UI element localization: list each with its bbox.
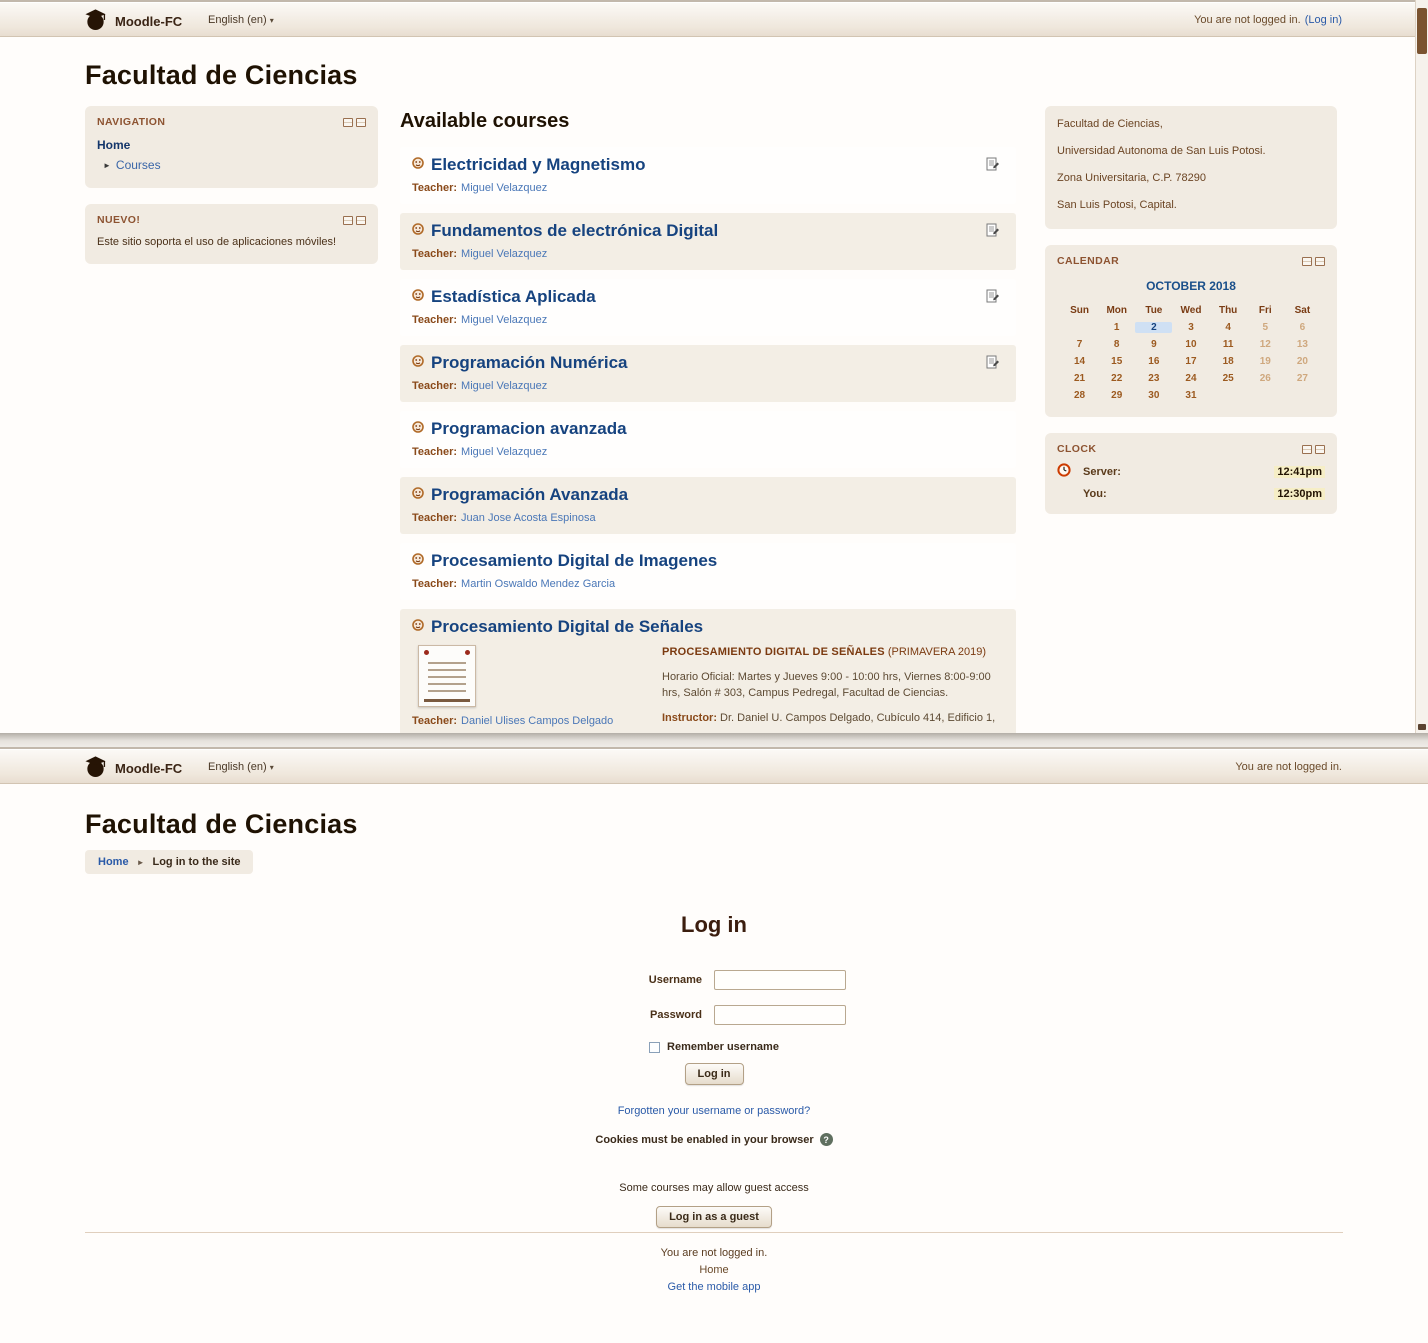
- collapse-block-icon[interactable]: [356, 118, 366, 127]
- guest-access-icon: [412, 288, 424, 306]
- move-block-icon[interactable]: [1302, 257, 1312, 266]
- calendar-day-cell: 11: [1222, 339, 1234, 350]
- course-summary-icon[interactable]: [986, 157, 1000, 176]
- course-link[interactable]: Programación Avanzada: [431, 485, 629, 504]
- footer-home-link[interactable]: Home: [699, 1264, 729, 1277]
- teacher-label: Teacher:: [412, 380, 458, 392]
- moodle-logo-icon: [84, 6, 107, 36]
- calendar-day-cell: 17: [1185, 356, 1197, 367]
- teacher-label: Teacher:: [412, 314, 458, 326]
- footer-divider: [85, 1232, 1343, 1233]
- course-row: [400, 477, 1016, 534]
- teacher-label: Teacher:: [412, 715, 458, 727]
- calendar-day-header: Sat: [1294, 305, 1311, 316]
- block-title: NUEVO!: [97, 214, 141, 226]
- login-link[interactable]: (Log in): [1304, 14, 1342, 26]
- login-form-area: [0, 912, 1428, 1228]
- calendar-day-header: Sun: [1070, 305, 1090, 316]
- course-row: [400, 543, 1016, 600]
- move-block-icon[interactable]: [1302, 445, 1312, 454]
- site-brand[interactable]: Moodle-FC: [115, 760, 183, 776]
- teacher-label: Teacher:: [412, 578, 458, 590]
- page-title: Facultad de Ciencias: [85, 809, 358, 839]
- language-dropdown[interactable]: English (en) ▾: [208, 14, 274, 26]
- calendar-day-cell: 25: [1222, 373, 1234, 384]
- breadcrumb-current: Log in to the site: [152, 856, 241, 868]
- calendar-day-cell: 8: [1113, 339, 1120, 350]
- chevron-down-icon: ▾: [269, 763, 274, 772]
- calendar-day-cell: 24: [1185, 373, 1197, 384]
- username-field[interactable]: [714, 970, 846, 990]
- guest-login-button[interactable]: Log in as a guest: [656, 1206, 772, 1228]
- teacher-label: Teacher:: [412, 248, 458, 260]
- instructor-text: Dr. Daniel U. Campos Delgado, Cubículo 414, Edificio 1,: [717, 711, 996, 724]
- calendar-day-cell: [1061, 322, 1098, 333]
- calendar-day-cell: 12: [1259, 339, 1271, 350]
- login-status-text: You are not logged in.: [1194, 14, 1301, 26]
- calendar-day-cell: 22: [1111, 373, 1123, 384]
- guest-access-icon: [412, 486, 424, 504]
- calendar-day-cell: 10: [1185, 339, 1197, 350]
- course-link[interactable]: Electricidad y Magnetismo: [431, 155, 646, 174]
- block-title: CLOCK: [1057, 443, 1097, 455]
- top-navbar: [0, 0, 1428, 37]
- moodle-logo-icon: [84, 753, 107, 783]
- course-list: [400, 147, 1016, 733]
- calendar-day-header: Mon: [1106, 305, 1127, 316]
- password-field[interactable]: [714, 1005, 846, 1025]
- calendar-block: [1045, 245, 1337, 417]
- address-line: Zona Universitaria, C.P. 78290: [1057, 172, 1206, 184]
- move-block-icon[interactable]: [343, 118, 353, 127]
- forgot-password-link[interactable]: Forgotten your username or password?: [617, 1105, 811, 1117]
- screenshot-separator: [0, 733, 1428, 747]
- scrollbar-down-arrow[interactable]: [1418, 724, 1426, 730]
- server-time-value: 12:41pm: [1274, 466, 1325, 478]
- footer-login-status: You are not logged in.: [660, 1247, 768, 1259]
- course-summary-icon[interactable]: [986, 223, 1000, 242]
- collapse-block-icon[interactable]: [356, 216, 366, 225]
- breadcrumb-home-link[interactable]: Home: [98, 856, 129, 868]
- clock-icon: [1057, 463, 1083, 480]
- top-navbar: [0, 747, 1428, 784]
- teacher-link[interactable]: Miguel Velazquez: [461, 446, 548, 458]
- calendar-day-cell: [1210, 390, 1247, 401]
- server-time-label: Server:: [1083, 465, 1121, 478]
- address-line: Facultad de Ciencias,: [1057, 118, 1163, 130]
- guest-access-icon: [412, 156, 424, 174]
- collapse-block-icon[interactable]: [1315, 257, 1325, 266]
- calendar-day-cell: 31: [1185, 390, 1197, 401]
- course-summary-icon[interactable]: [986, 289, 1000, 308]
- moodle-login-page: [0, 747, 1428, 1343]
- expand-arrow-icon[interactable]: ►: [103, 160, 111, 170]
- block-title: NAVIGATION: [97, 116, 166, 128]
- course-row: [400, 147, 1016, 204]
- teacher-link[interactable]: Miguel Velazquez: [461, 248, 548, 260]
- instructor-label: Instructor:: [662, 711, 717, 724]
- guest-access-icon: [412, 618, 424, 636]
- calendar-day-cell: 27: [1296, 373, 1308, 384]
- site-brand[interactable]: Moodle-FC: [115, 13, 183, 29]
- course-summary-icon[interactable]: [986, 355, 1000, 374]
- calendar-day-cell: [1247, 390, 1284, 401]
- move-block-icon[interactable]: [343, 216, 353, 225]
- teacher-label: Teacher:: [412, 512, 458, 524]
- your-time-label: You:: [1083, 488, 1107, 500]
- course-link[interactable]: Programación Numérica: [431, 353, 628, 372]
- calendar-day-cell: 3: [1188, 322, 1194, 333]
- calendar-day-cell: 20: [1296, 356, 1308, 367]
- chevron-down-icon: ▾: [269, 16, 274, 25]
- course-link[interactable]: Fundamentos de electrónica Digital: [431, 221, 719, 240]
- your-time-value: 12:30pm: [1274, 488, 1325, 500]
- breadcrumb-separator-icon: ►: [136, 857, 145, 867]
- address-line: Universidad Autonoma de San Luis Potosi.: [1057, 145, 1266, 157]
- teacher-link[interactable]: Miguel Velazquez: [461, 182, 548, 194]
- calendar-grid: [1057, 305, 1325, 401]
- course-schedule-text: Horario Oficial: Martes y Jueves 9:00 - 10:00 hrs, Viernes 8:00-9:00 hrs, Salón # 303, Campus Pedregal, Facultad de Ciencias.: [662, 670, 991, 699]
- teacher-link[interactable]: Juan Jose Acosta Espinosa: [461, 512, 596, 524]
- course-link[interactable]: Estadística Aplicada: [431, 287, 596, 306]
- login-button[interactable]: Log in: [685, 1063, 744, 1085]
- guest-access-icon: [412, 354, 424, 372]
- block-title: CALENDAR: [1057, 255, 1120, 267]
- sidebar-item-courses[interactable]: [103, 158, 366, 172]
- calendar-day-cell: 6: [1299, 322, 1306, 333]
- scrollbar-thumb[interactable]: [1417, 8, 1427, 54]
- teacher-label: Teacher:: [412, 182, 458, 194]
- sidebar-item-home[interactable]: Home: [97, 138, 131, 152]
- course-summary-term: (PRIMAVERA 2019): [884, 646, 987, 658]
- calendar-today-cell: 2: [1135, 322, 1172, 333]
- course-link[interactable]: Procesamiento Digital de Señales: [431, 617, 704, 636]
- guest-access-icon: [412, 552, 424, 570]
- password-label: Password: [650, 1009, 702, 1021]
- teacher-link[interactable]: Daniel Ulises Campos Delgado: [461, 715, 614, 727]
- clock-block: [1045, 433, 1337, 514]
- course-row: [400, 609, 1016, 733]
- remember-username-label: Remember username: [667, 1041, 779, 1053]
- calendar-day-cell: 18: [1222, 356, 1234, 367]
- navigation-block: [85, 106, 378, 188]
- calendar-day-cell: 26: [1259, 373, 1271, 384]
- course-row: [400, 213, 1016, 270]
- calendar-day-cell: 23: [1148, 373, 1160, 384]
- address-block: [1045, 106, 1337, 229]
- footer-mobile-app-link[interactable]: Get the mobile app: [667, 1281, 761, 1294]
- calendar-day-cell: 9: [1151, 339, 1157, 350]
- course-summary-text: [662, 645, 1004, 733]
- page-footer: [0, 1245, 1428, 1296]
- course-row: [400, 279, 1016, 336]
- course-row: [400, 345, 1016, 402]
- language-dropdown[interactable]: English (en) ▾: [208, 761, 274, 773]
- courses-link[interactable]: Courses: [115, 158, 161, 172]
- teacher-link[interactable]: Martin Oswaldo Mendez Garcia: [461, 578, 616, 590]
- calendar-day-cell: 29: [1111, 390, 1123, 401]
- calendar-day-cell: 1: [1113, 322, 1120, 333]
- calendar-day-cell: 5: [1262, 322, 1269, 333]
- guest-access-icon: [412, 420, 424, 438]
- course-thumbnail-image: [418, 645, 476, 707]
- calendar-day-header: Wed: [1180, 305, 1202, 316]
- calendar-day-header: Thu: [1218, 305, 1238, 316]
- login-heading: Log in: [681, 912, 747, 937]
- breadcrumb: [85, 850, 253, 874]
- calendar-day-cell: 13: [1296, 339, 1308, 350]
- calendar-day-cell: 15: [1111, 356, 1123, 367]
- remember-username-checkbox[interactable]: [649, 1042, 660, 1053]
- teacher-link[interactable]: Miguel Velazquez: [461, 314, 548, 326]
- login-status-text: You are not logged in.: [1235, 761, 1342, 773]
- page-title: Facultad de Ciencias: [85, 60, 358, 90]
- calendar-day-cell: 30: [1148, 390, 1160, 401]
- teacher-link[interactable]: Miguel Velazquez: [461, 380, 548, 392]
- scrollbar-track[interactable]: [1415, 0, 1428, 733]
- available-courses-heading: Available courses: [400, 110, 570, 132]
- calendar-month-label[interactable]: OCTOBER 2018: [1146, 279, 1236, 293]
- cookies-note: Cookies must be enabled in your browser: [595, 1133, 814, 1146]
- guest-access-note: Some courses may allow guest access: [619, 1182, 809, 1194]
- course-link[interactable]: Programacion avanzada: [431, 419, 627, 438]
- calendar-day-header: Tue: [1145, 305, 1163, 316]
- calendar-day-cell: 21: [1074, 373, 1086, 384]
- calendar-day-cell: 14: [1074, 356, 1086, 367]
- calendar-day-cell: 28: [1074, 390, 1086, 401]
- address-line: San Luis Potosi, Capital.: [1057, 199, 1177, 211]
- teacher-label: Teacher:: [412, 446, 458, 458]
- nuevo-message: Este sitio soporta el uso de aplicaciones móviles!: [97, 236, 337, 248]
- calendar-day-cell: 7: [1076, 339, 1083, 350]
- calendar-day-cell: 4: [1225, 322, 1231, 333]
- username-label: Username: [648, 974, 702, 986]
- calendar-day-cell: 19: [1259, 356, 1271, 367]
- course-link[interactable]: Procesamiento Digital de Imagenes: [431, 551, 718, 570]
- calendar-day-header: Fri: [1258, 305, 1272, 316]
- course-row: [400, 411, 1016, 468]
- guest-access-icon: [412, 222, 424, 240]
- calendar-day-cell: 16: [1148, 356, 1160, 367]
- course-summary-headline: PROCESAMIENTO DIGITAL DE SEÑALES: [662, 646, 885, 658]
- help-icon[interactable]: ?: [820, 1133, 833, 1146]
- collapse-block-icon[interactable]: [1315, 445, 1325, 454]
- nuevo-block: [85, 204, 378, 264]
- calendar-day-cell: [1284, 390, 1321, 401]
